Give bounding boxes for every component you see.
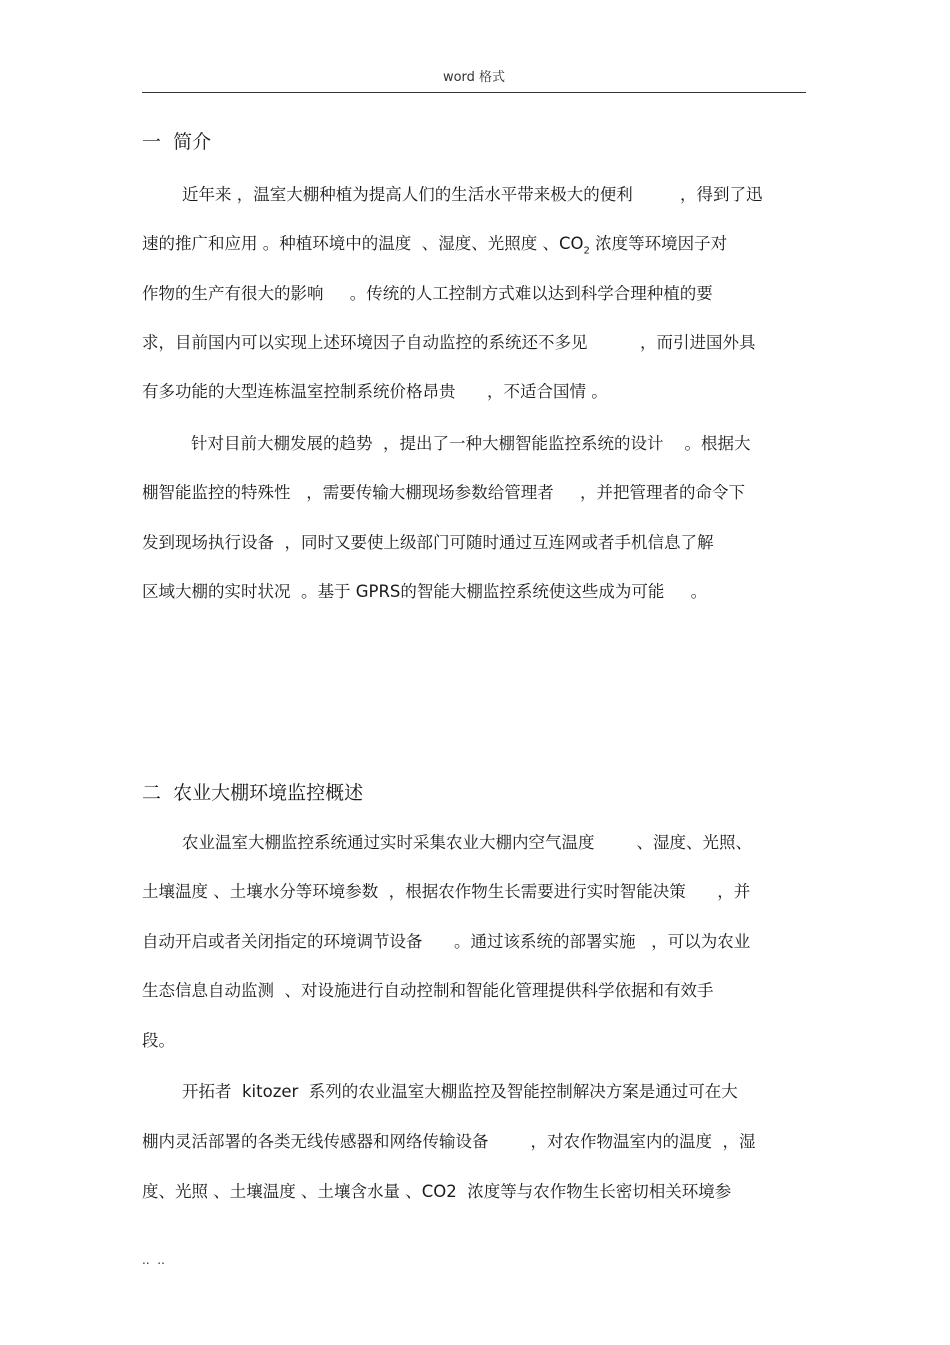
s2-p2-line-2: 棚内灵活部署的各类无线传感器和网络传输设备 ，对农作物温室内的温度 ，湿 — [142, 1132, 756, 1151]
s2-p1-line-1: 农业温室大棚监控系统通过实时采集农业大棚内空气温度 、湿度、光照、 — [182, 833, 752, 852]
s1-p1-line-4: 求，目前国内可以实现上述环境因子自动监控的系统还不多见 ，而引进国外具 — [142, 333, 756, 352]
s1-p1-line-5: 有多功能的大型连栋温室控制系统价格昂贵 ，不适合国情 。 — [142, 382, 608, 401]
header-text: word 格式 — [442, 70, 506, 85]
s2-p2-line-1: 开拓者 kitozer 系列的农业温室大棚监控及智能控制解决方案是通过可在大 — [182, 1082, 738, 1101]
s1-p1-line-3: 作物的生产有很大的影响 。传统的人工控制方式难以达到科学合理种植的要 — [142, 284, 713, 303]
s2-p1-line-4: 生态信息自动监测 、对设施进行自动控制和智能化管理提供科学依据和有效手 — [142, 981, 714, 1000]
s1-p2-line-4: 区域大棚的实时状况 。基于 GPRS的智能大棚监控系统使这些成为可能 。 — [142, 582, 708, 601]
s2-p1-line-5: 段。 — [142, 1031, 175, 1050]
s2-p1-line-2: 土壤温度 、土壤水分等环境参数 ，根据农作物生长需要进行实时智能决策 ，并 — [142, 882, 751, 901]
section-1-title: 一 简介 — [142, 131, 212, 153]
section-2-title: 二 农业大棚环境监控概述 — [142, 782, 364, 804]
s2-p2-line-3: 度、光照 、土壤温度 、土壤含水量 、CO2 浓度等与农作物生长密切相关环境参 — [142, 1182, 732, 1201]
s1-p1-line-2 — [142, 230, 727, 265]
s1-p2-line-3: 发到现场执行设备 ，同时又要使上级部门可随时通过互连网或者手机信息了解 — [142, 533, 714, 552]
s1-p1-line-2-a: 速的推广和应用 。种植环境中的温度 、湿度、光照度 、CO — [142, 234, 584, 253]
s1-p1-line-1: 近年来 ，温室大棚种植为提高人们的生活水平带来极大的便利 ，得到了迅 — [182, 185, 763, 204]
s1-p2-line-1: 针对目前大棚发展的趋势 ，提出了一种大棚智能监控系统的设计 。根据大 — [191, 434, 751, 453]
co2-subscript: 2 — [583, 245, 590, 257]
s2-p1-line-3: 自动开启或者关闭指定的环境调节设备 。通过该系统的部署实施 ，可以为农业 — [142, 932, 751, 951]
page-footer: .. .. — [142, 1253, 165, 1267]
s1-p1-line-2-b: 浓度等环境因子对 — [589, 234, 728, 253]
s1-p2-line-2: 棚智能监控的特殊性 ，需要传输大棚现场参数给管理者 ，并把管理者的命令下 — [142, 483, 745, 502]
page-header — [142, 66, 806, 93]
